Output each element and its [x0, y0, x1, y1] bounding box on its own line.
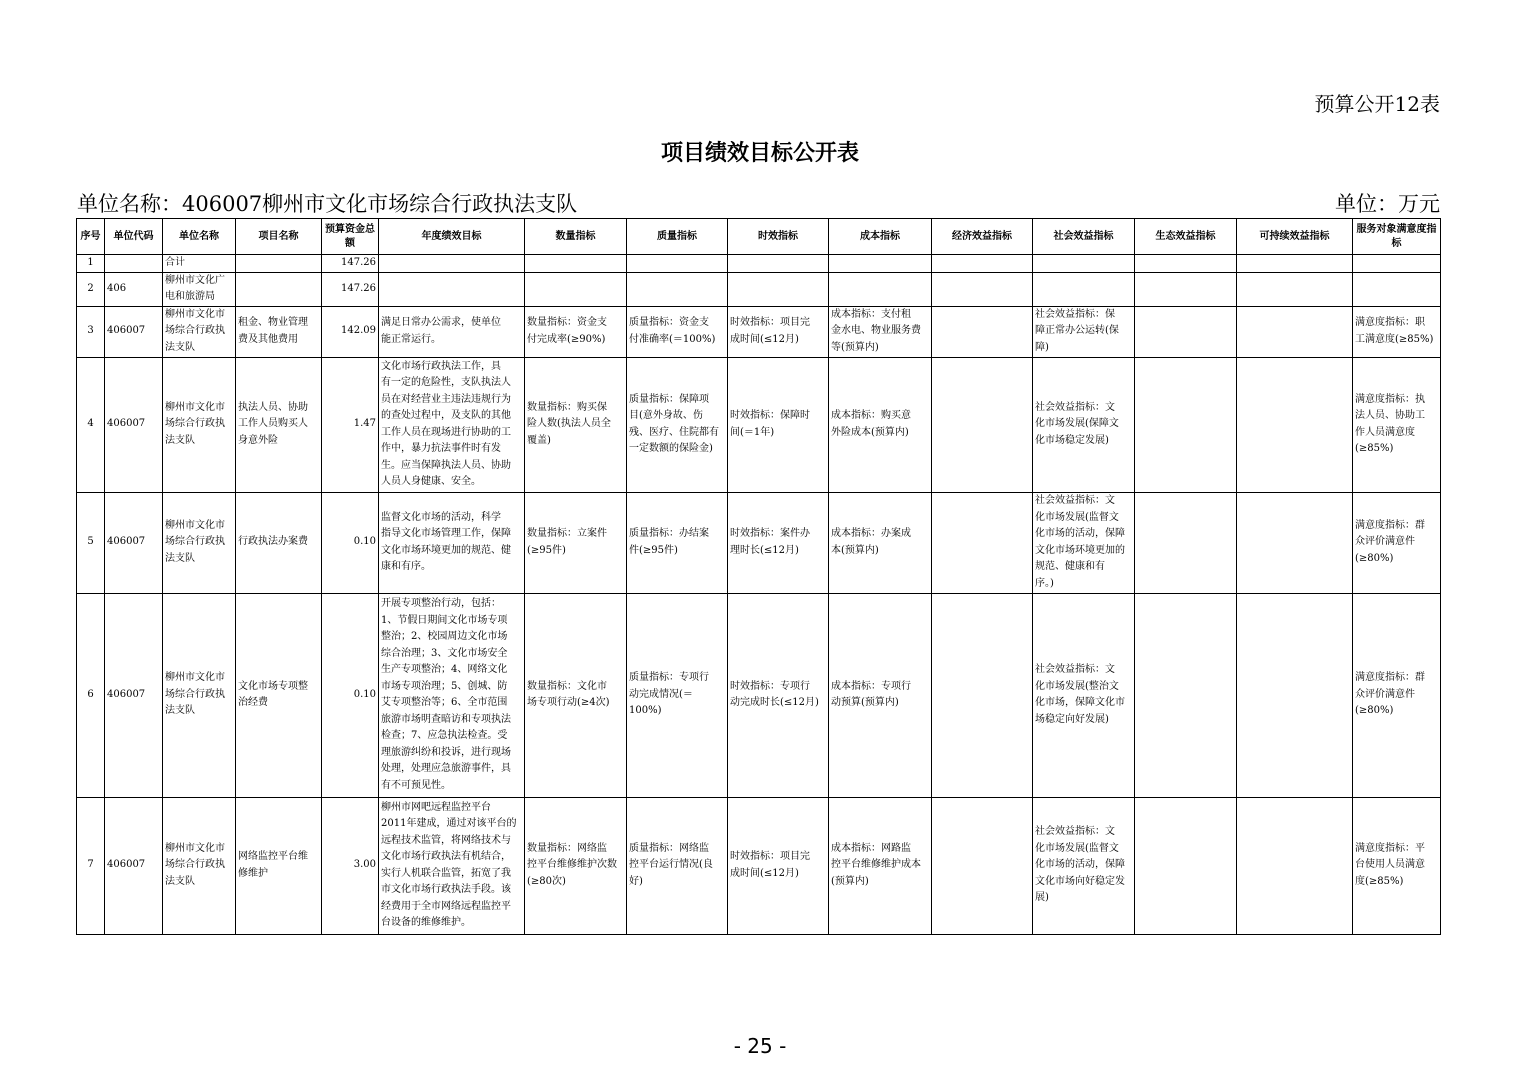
table-cell: 0.10	[322, 492, 379, 593]
table-cell	[932, 272, 1033, 306]
col-header: 预算资金总额	[322, 219, 379, 255]
table-cell	[829, 255, 932, 273]
table-cell	[236, 255, 322, 273]
col-header: 服务对象满意度指标	[1353, 219, 1441, 255]
table-cell: 行政执法办案费	[236, 492, 322, 593]
table-cell	[932, 797, 1033, 934]
table-cell: 满意度指标：职 工满意度(≥85%)	[1353, 306, 1441, 357]
table-cell: 数量指标：资金支 付完成率(≥90%)	[525, 306, 627, 357]
table-cell	[1135, 797, 1237, 934]
table-cell	[1135, 357, 1237, 492]
unit-name: 单位名称：406007柳州市文化市场综合行政执法支队	[77, 192, 578, 216]
table-cell: 数量指标：文化市 场专项行动(≥4次)	[525, 593, 627, 797]
col-header: 年度绩效目标	[379, 219, 525, 255]
table-cell: 成本指标：办案成 本(预算内)	[829, 492, 932, 593]
table-cell: 合计	[163, 255, 236, 273]
table-cell	[728, 255, 829, 273]
table-row	[77, 357, 1441, 492]
col-header: 单位名称	[163, 219, 236, 255]
table-cell: 质量指标：专项行 动完成情况(＝100%)	[627, 593, 728, 797]
table-cell	[728, 272, 829, 306]
table-cell: 社会效益指标：文 化市场发展(监督文 化市场的活动，保障 文化市场向好稳定发 展)	[1033, 797, 1135, 934]
table-cell: 3.00	[322, 797, 379, 934]
table-row	[77, 306, 1441, 357]
table-cell: 数量指标：立案件 (≥95件)	[525, 492, 627, 593]
table-cell	[932, 357, 1033, 492]
table-cell	[932, 255, 1033, 273]
table-cell	[1353, 255, 1441, 273]
table-row	[77, 255, 1441, 273]
table-cell: 数量指标：网络监 控平台维修维护次数 (≥80次)	[525, 797, 627, 934]
col-header: 项目名称	[236, 219, 322, 255]
table-cell: 1.47	[322, 357, 379, 492]
table-cell: 监督文化市场的活动，科学 指导文化市场管理工作，保障 文化市场环境更加的规范、健 康和有序。	[379, 492, 525, 593]
table-cell	[236, 272, 322, 306]
page-number: - 25 -	[733, 1034, 787, 1058]
table-cell: 质量指标：资金支 付准确率(＝100%)	[627, 306, 728, 357]
table-cell: 柳州市文化市 场综合行政执 法支队	[163, 593, 236, 797]
table-cell: 开展专项整治行动，包括： 1、节假日期间文化市场专项 整治；2、校园周边文化市场 综合治理；3、文化市场安全 生产专项整治；4、网络文化 市场专项治理；5、创城、防 艾专项整治等；6、全市范围 旅游市场明查暗访和专项执法 检查；7、应急执法检查。受 理旅游纠纷和投诉，进行现场 处理，处理应急旅游事件，具 有不可预见性。	[379, 593, 525, 797]
table-cell: 时效指标：项目完 成时间(≤12月)	[728, 306, 829, 357]
table-cell: 质量指标：网络监 控平台运行情况(良 好)	[627, 797, 728, 934]
col-header: 社会效益指标	[1033, 219, 1135, 255]
table-cell: 406	[105, 272, 163, 306]
table-cell: 满足日常办公需求，使单位 能正常运行。	[379, 306, 525, 357]
table-cell: 406007	[105, 306, 163, 357]
table-cell	[525, 272, 627, 306]
table-row	[77, 272, 1441, 306]
table-cell	[1135, 255, 1237, 273]
table-cell: 网络监控平台维 修维护	[236, 797, 322, 934]
col-header: 质量指标	[627, 219, 728, 255]
table-cell: 社会效益指标：文 化市场发展(监督文 化市场的活动，保障 文化市场环境更加的 规范、健康和有 序。)	[1033, 492, 1135, 593]
table-row	[77, 797, 1441, 934]
col-header: 单位代码	[105, 219, 163, 255]
table-cell: 406007	[105, 797, 163, 934]
table-cell: 成本指标：专项行 动预算(预算内)	[829, 593, 932, 797]
table-cell: 柳州市文化市 场综合行政执 法支队	[163, 492, 236, 593]
table-cell	[1135, 272, 1237, 306]
table-cell: 满意度指标：群 众评价满意件 (≥80%)	[1353, 593, 1441, 797]
table-row	[77, 593, 1441, 797]
table-cell: 成本指标：支付租 金水电、物业服务费 等(预算内)	[829, 306, 932, 357]
table-cell: 时效指标：案件办 理时长(≤12月)	[728, 492, 829, 593]
table-cell	[1237, 797, 1353, 934]
col-header: 成本指标	[829, 219, 932, 255]
table-cell: 柳州市文化市 场综合行政执 法支队	[163, 357, 236, 492]
col-header: 序号	[77, 219, 105, 255]
table-cell: 0.10	[322, 593, 379, 797]
table-cell	[1135, 593, 1237, 797]
form-number: 预算公开12表	[1314, 92, 1440, 116]
table-cell: 1	[77, 255, 105, 273]
table-cell: 社会效益指标：文 化市场发展(整治文 化市场，保障文化市 场稳定向好发展)	[1033, 593, 1135, 797]
currency-unit: 单位：万元	[1335, 192, 1440, 216]
table-cell	[1237, 593, 1353, 797]
document-title: 项目绩效目标公开表	[660, 141, 859, 166]
table-cell: 7	[77, 797, 105, 934]
table-cell	[105, 255, 163, 273]
table-cell: 满意度指标：平 台使用人员满意 度(≥85%)	[1353, 797, 1441, 934]
table-cell	[1237, 357, 1353, 492]
col-header: 可持续效益指标	[1237, 219, 1353, 255]
col-header: 经济效益指标	[932, 219, 1033, 255]
table-cell: 6	[77, 593, 105, 797]
table-cell: 文化市场专项整 治经费	[236, 593, 322, 797]
table-cell	[1237, 272, 1353, 306]
table-cell	[932, 492, 1033, 593]
table-cell: 3	[77, 306, 105, 357]
table-cell	[379, 255, 525, 273]
table-cell: 柳州市文化市 场综合行政执 法支队	[163, 797, 236, 934]
table-cell: 文化市场行政执法工作，具 有一定的危险性，支队执法人 员在对经营业主违法违规行为 的查处过程中，及支队的其他 工作人员在现场进行协助的工 作中，暴力抗法事件时有发 生。应当保障执法人员、协助 人员人身健康、安全。	[379, 357, 525, 492]
table-cell	[1135, 492, 1237, 593]
table-cell: 147.26	[322, 255, 379, 273]
table-cell: 租金、物业管理 费及其他费用	[236, 306, 322, 357]
table-cell: 社会效益指标：保 障正常办公运转(保 障)	[1033, 306, 1135, 357]
table-cell: 满意度指标：执 法人员、协助工 作人员满意度 (≥85%)	[1353, 357, 1441, 492]
table-cell	[829, 272, 932, 306]
table-cell: 147.26	[322, 272, 379, 306]
table-cell: 时效指标：专项行 动完成时长(≤12月)	[728, 593, 829, 797]
table-cell	[627, 272, 728, 306]
table-cell: 时效指标：项目完 成时间(≤12月)	[728, 797, 829, 934]
table-cell: 406007	[105, 357, 163, 492]
table-cell	[932, 306, 1033, 357]
table-cell: 时效指标：保障时 间(＝1年)	[728, 357, 829, 492]
performance-table	[76, 218, 1441, 935]
table-cell: 社会效益指标：文 化市场发展(保障文 化市场稳定发展)	[1033, 357, 1135, 492]
col-header: 时效指标	[728, 219, 829, 255]
table-cell: 柳州市文化广 电和旅游局	[163, 272, 236, 306]
table-cell	[1033, 255, 1135, 273]
table-header-row	[77, 219, 1441, 255]
table-cell: 质量指标：办结案 件(≥95件)	[627, 492, 728, 593]
table-cell: 柳州市网吧远程监控平台 2011年建成，通过对该平台的 远程技术监管，将网络技术与 文化市场行政执法有机结合， 实行人机联合监管，拓宽了我 市文化市场行政执法手段。该 经费用于全市网络远程监控平 台设备的维修维护。	[379, 797, 525, 934]
table-cell: 成本指标：网路监 控平台维修维护成本 (预算内)	[829, 797, 932, 934]
table-row	[77, 492, 1441, 593]
table-cell	[1033, 272, 1135, 306]
col-header: 数量指标	[525, 219, 627, 255]
col-header: 生态效益指标	[1135, 219, 1237, 255]
table-cell: 406007	[105, 492, 163, 593]
table-cell	[525, 255, 627, 273]
table-cell	[627, 255, 728, 273]
table-cell: 数量指标：购买保 险人数(执法人员全 覆盖)	[525, 357, 627, 492]
table-cell	[1353, 272, 1441, 306]
table-cell	[1135, 306, 1237, 357]
table-cell: 满意度指标：群 众评价满意件 (≥80%)	[1353, 492, 1441, 593]
table-cell: 成本指标：购买意 外险成本(预算内)	[829, 357, 932, 492]
table-cell: 质量指标：保障项 目(意外身故、伤 残、医疗、住院都有 一定数额的保险金)	[627, 357, 728, 492]
table-cell: 4	[77, 357, 105, 492]
table-cell: 柳州市文化市 场综合行政执 法支队	[163, 306, 236, 357]
table-cell	[1237, 492, 1353, 593]
table-cell	[1237, 255, 1353, 273]
table-cell: 执法人员、协助 工作人员购买人 身意外险	[236, 357, 322, 492]
table-cell: 2	[77, 272, 105, 306]
table-cell: 5	[77, 492, 105, 593]
table-cell	[1237, 306, 1353, 357]
table-cell: 142.09	[322, 306, 379, 357]
table-cell: 406007	[105, 593, 163, 797]
table-cell	[932, 593, 1033, 797]
table-cell	[379, 272, 525, 306]
